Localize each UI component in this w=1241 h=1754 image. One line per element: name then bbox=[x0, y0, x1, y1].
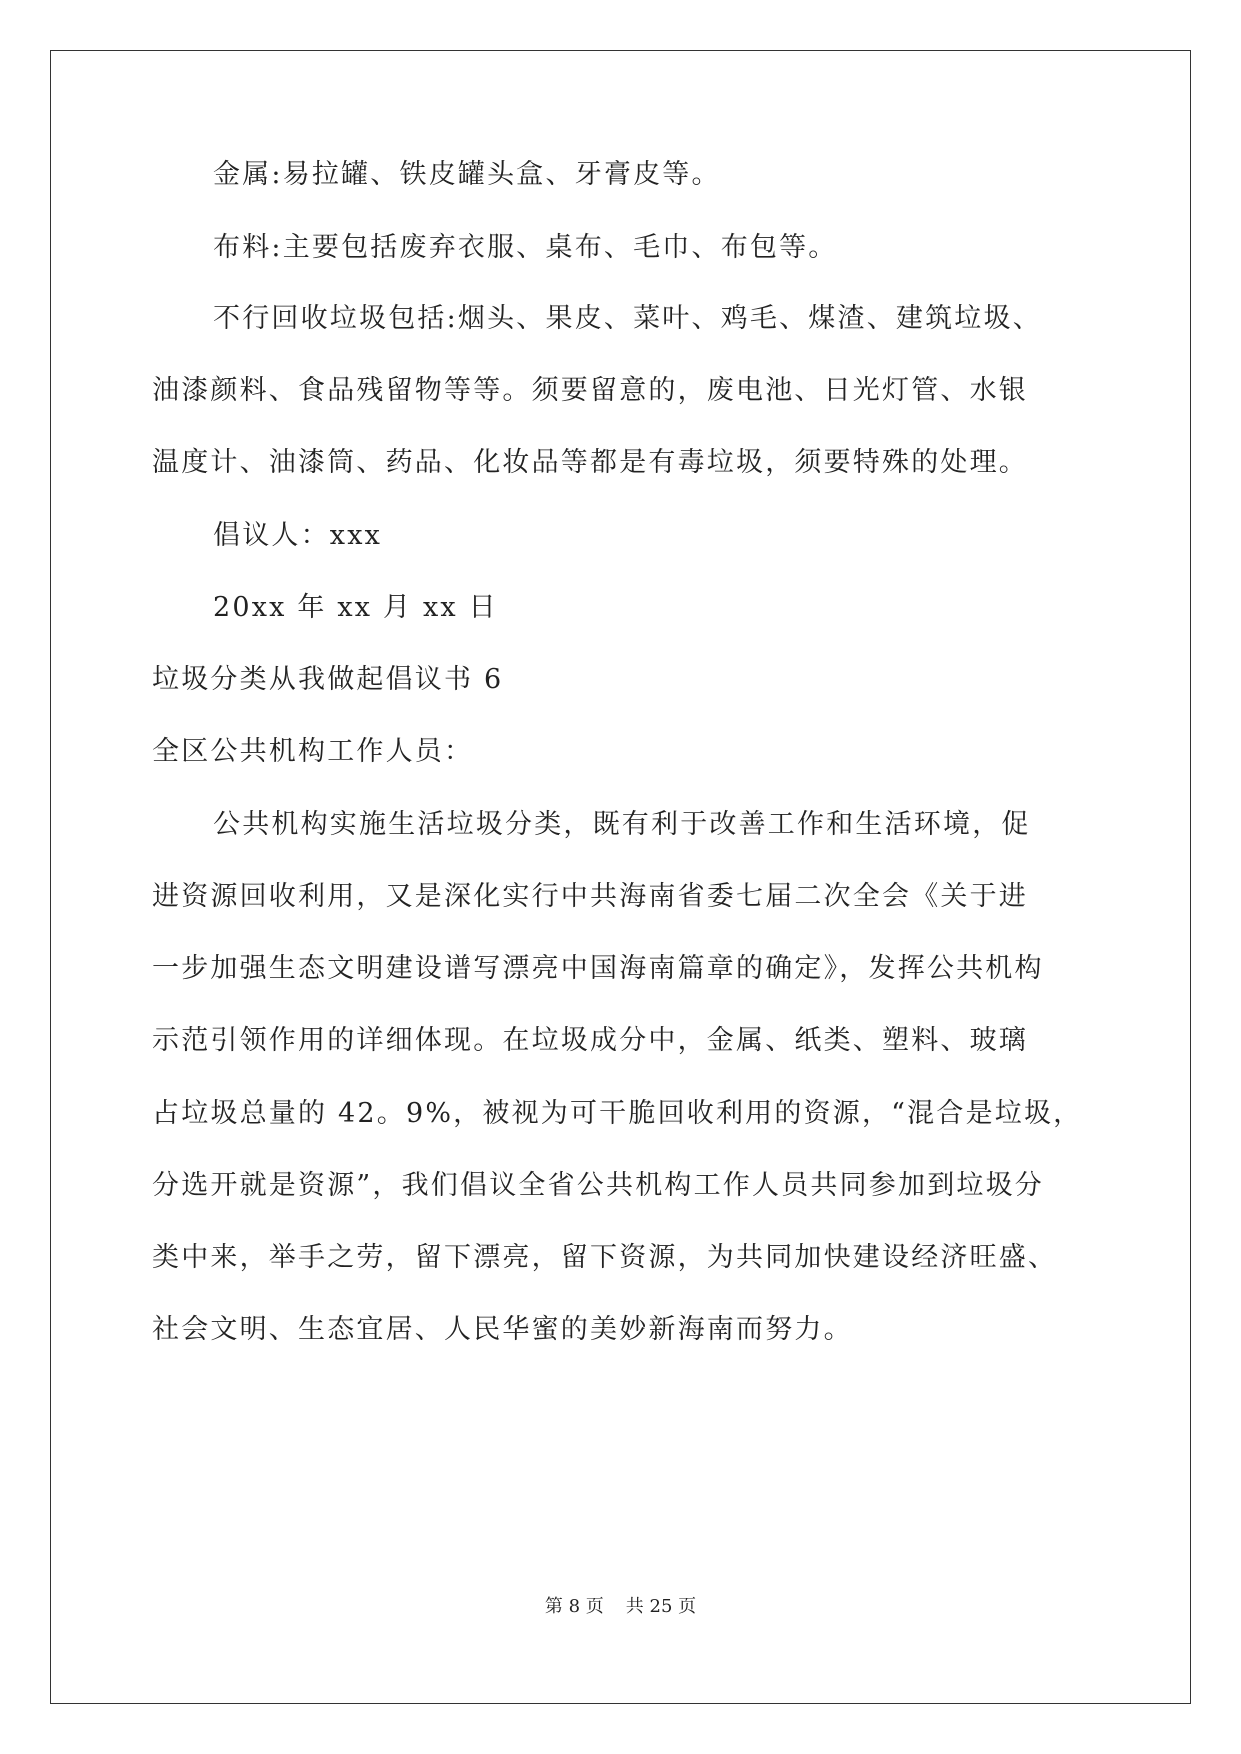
text-line: 温度计、油漆筒、药品、化妆品等都是有毒垃圾，须要特殊的处理。 bbox=[152, 447, 1028, 478]
section-title: 垃圾分类从我做起倡议书 6 bbox=[152, 664, 504, 695]
page-number-current: 第 8 页 bbox=[544, 1596, 604, 1617]
text-line: 类中来，举手之劳，留下漂亮，留下资源，为共同加快建设经济旺盛、 bbox=[152, 1242, 1058, 1273]
text-line-metal: 金属:易拉罐、铁皮罐头盒、牙膏皮等。 bbox=[213, 159, 721, 190]
text-line: 一步加强生态文明建设谱写漂亮中国海南篇章的确定》，发挥公共机构 bbox=[152, 953, 1044, 984]
page-border bbox=[50, 50, 1191, 1704]
text-line: 社会文明、生态宜居、人民华蜜的美妙新海南而努力。 bbox=[152, 1314, 853, 1345]
page-footer bbox=[0, 1595, 1241, 1619]
text-line-cloth: 布料:主要包括废弃衣服、桌布、毛巾、布包等。 bbox=[213, 232, 838, 263]
text-line: 分选开就是资源”，我们倡议全省公共机构工作人员共同参加到垃圾分 bbox=[152, 1170, 1045, 1201]
date-line: 20xx 年 xx 月 xx 日 bbox=[213, 592, 498, 623]
text-line: 油漆颜料、食品残留物等等。须要留意的，废电池、日光灯管、水银 bbox=[152, 375, 1028, 406]
text-line-nonrecyclable: 不行回收垃圾包括:烟头、果皮、菜叶、鸡毛、煤渣、建筑垃圾、 bbox=[213, 303, 1042, 334]
text-line: 公共机构实施生活垃圾分类，既有利于改善工作和生活环境，促 bbox=[213, 809, 1031, 840]
page-number-total: 共 25 页 bbox=[625, 1596, 697, 1617]
signatory-line: 倡议人：xxx bbox=[213, 520, 383, 551]
text-line: 示范引领作用的详细体现。在垃圾成分中，金属、纸类、塑料、玻璃 bbox=[152, 1025, 1028, 1056]
text-line: 进资源回收利用，又是深化实行中共海南省委七届二次全会《关于进 bbox=[152, 881, 1028, 912]
text-line: 占垃圾总量的 42。9%，被视为可干脆回收利用的资源，“混合是垃圾， bbox=[152, 1098, 1083, 1129]
salutation: 全区公共机构工作人员： bbox=[152, 736, 474, 767]
